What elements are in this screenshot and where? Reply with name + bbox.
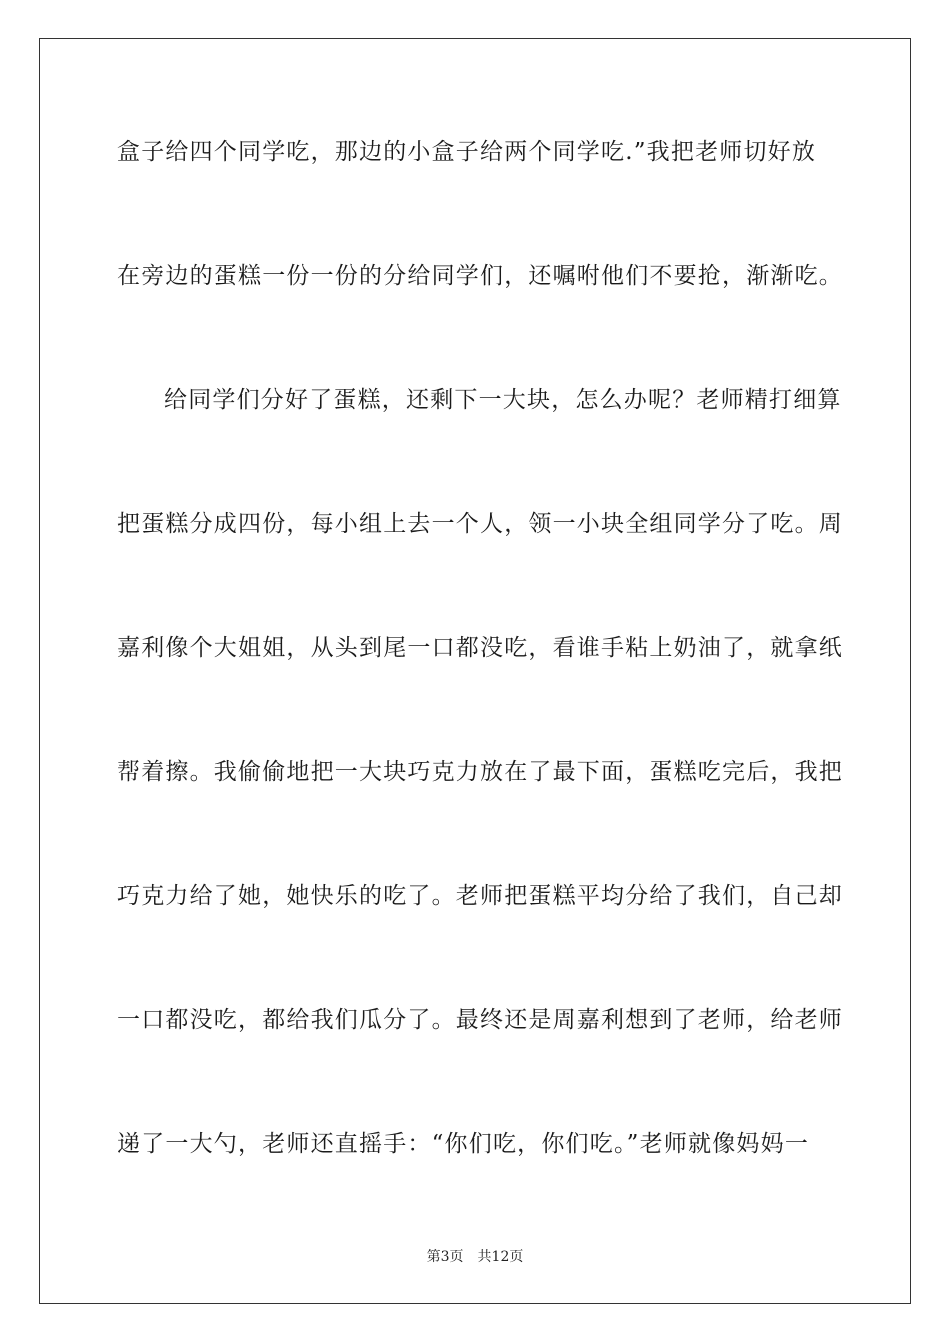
page-total: 共12页 — [477, 1249, 524, 1265]
paragraph-line: 在旁边的蛋糕一份一份的分给同学们，还嘱咐他们不要抢，渐渐吃。 — [117, 263, 843, 289]
paragraph-line: 给同学们分好了蛋糕，还剩下一大块，怎么办呢？老师精打细算 — [164, 387, 842, 413]
paragraph-line: 帮着擦。我偷偷地把一大块巧克力放在了最下面，蛋糕吃完后，我把 — [117, 759, 843, 785]
paragraph-line: 嘉利像个大姐姐，从头到尾一口都没吃，看谁手粘上奶油了，就拿纸 — [117, 635, 843, 661]
paragraph-line: 把蛋糕分成四份，每小组上去一个人，领一小块全组同学分了吃。周 — [117, 511, 843, 537]
paragraph-line: 盒子给四个同学吃，那边的小盒子给两个同学吃.”我把老师切好放 — [117, 139, 817, 165]
page-border — [39, 38, 911, 1304]
paragraph-line: 一口都没吃，都给我们瓜分了。最终还是周嘉利想到了老师，给老师 — [117, 1007, 843, 1033]
page-footer — [0, 1248, 950, 1266]
paragraph-line: 巧克力给了她，她快乐的吃了。老师把蛋糕平均分给了我们，自己却 — [117, 883, 843, 909]
page-number: 第3页 — [426, 1249, 464, 1265]
paragraph-line: 递了一大勺，老师还直摇手：“你们吃，你们吃。”老师就像妈妈一 — [117, 1131, 810, 1157]
